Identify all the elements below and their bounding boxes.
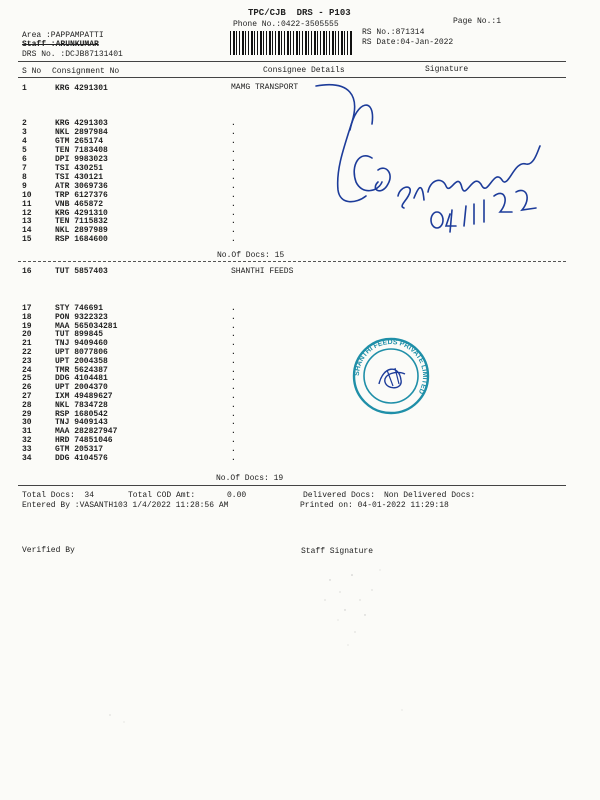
rs-number: RS No.:871314	[362, 28, 425, 37]
area-label: Area :PAPPAMPATTI	[22, 31, 104, 40]
row-signature-dot: .	[231, 339, 236, 349]
row-consignment: KRG 4291303	[55, 119, 108, 128]
row-signature-dot: .	[231, 356, 236, 366]
delivered-docs: Delivered Docs:	[303, 491, 376, 500]
row-signature-dot: .	[231, 127, 236, 137]
row-consignment: RSP 1680542	[55, 409, 108, 419]
group2-no-of-docs: No.Of Docs: 19	[216, 474, 284, 483]
row-sno: 12	[22, 208, 32, 218]
row-signature-dot: .	[231, 226, 236, 236]
row-consignment: DDG 4104576	[55, 453, 108, 463]
entered-by: Entered By :VASANTH103 1/4/2022 11:28:56 AM	[22, 501, 229, 510]
row-signature-dot: .	[231, 321, 236, 331]
phone-number: Phone No.:0422-3505555	[233, 20, 339, 29]
row-consignment: GTM 265174	[55, 136, 104, 146]
row-signature-dot: .	[231, 136, 236, 146]
row-signature-dot: .	[231, 330, 236, 340]
row-sno: 21	[22, 339, 32, 349]
row-signature-dot: .	[231, 145, 236, 155]
row-sno: 30	[22, 418, 32, 428]
row-consignment: KRG 4291310	[55, 208, 108, 218]
row-sno: 11	[22, 199, 32, 209]
row-consignment: MAA 282827947	[55, 427, 118, 437]
row-sno: 4	[22, 136, 27, 146]
row-signature-dot: .	[231, 235, 236, 245]
row-consignment: TNJ 9409460	[55, 339, 108, 349]
total-cod-value: 0.00	[227, 491, 247, 500]
total-cod-label: Total COD Amt:	[128, 491, 196, 500]
row-consignment: TMR 5624387	[55, 365, 108, 375]
row-signature-dot: .	[231, 154, 236, 164]
row-signature-dot: .	[231, 304, 236, 313]
page-number: Page No.:1	[453, 17, 502, 26]
row-consignment: GTM 205317	[55, 444, 104, 454]
row-sno: 7	[22, 163, 27, 173]
row-sno: 2	[22, 119, 27, 128]
row-consignment: HRD 74851046	[55, 436, 113, 445]
total-docs: Total Docs: 34	[22, 491, 95, 500]
row-sno: 20	[22, 330, 32, 340]
row-signature-dot: .	[231, 392, 236, 401]
row-consignment: IXM 49489627	[55, 392, 113, 401]
row-sno: 19	[22, 321, 32, 331]
staff-label: Staff :ARUNKUMAR	[22, 40, 99, 49]
row-consignment: TUT 899845	[55, 330, 104, 340]
group1-no-of-docs: No.Of Docs: 15	[217, 251, 285, 260]
row-signature-dot: .	[231, 181, 236, 191]
row-sno: 10	[22, 190, 32, 200]
row-signature-dot: .	[231, 409, 236, 419]
col-signature: Signature	[425, 65, 469, 74]
row-consignment: MAA 565034281	[55, 321, 118, 331]
row-sno: 27	[22, 392, 32, 401]
verified-by: Verified By	[22, 546, 75, 555]
row-sno: 18	[22, 312, 32, 322]
row-signature-dot: .	[231, 444, 236, 454]
row-signature-dot: .	[231, 199, 236, 209]
scanner-speckle	[109, 570, 402, 723]
row-sno: 13	[22, 217, 32, 227]
printed-on: Printed on: 04-01-2022 11:29:18	[300, 501, 449, 510]
row-sno: 3	[22, 127, 27, 137]
col-sno: S No	[22, 67, 42, 76]
row-sno: 32	[22, 436, 32, 445]
drs-number: DRS No. :DCJB87131401	[22, 50, 123, 59]
row-signature-dot: .	[231, 208, 236, 218]
row-consignment: UPT 2004358	[55, 356, 108, 366]
row-signature-dot: .	[231, 436, 236, 445]
row-sno: 6	[22, 154, 27, 164]
row-sno: 28	[22, 400, 32, 410]
col-consignment: Consignment No	[52, 67, 120, 76]
row-signature-dot: .	[231, 163, 236, 173]
row-consignment: RSP 1684600	[55, 235, 108, 245]
row-signature-dot: .	[231, 190, 236, 200]
row-consignment: TSI 430251	[55, 163, 104, 173]
row-signature-dot: .	[231, 400, 236, 410]
group2-consignee: SHANTHI FEEDS	[231, 267, 294, 276]
row-signature-dot: .	[231, 348, 236, 357]
row-sno: 22	[22, 348, 32, 357]
row-signature-dot: .	[231, 427, 236, 437]
row-sno: 8	[22, 172, 27, 182]
row-consignment: DDG 4104481	[55, 374, 108, 384]
row-consignment: TEN 7115832	[55, 217, 108, 227]
row-consignment: ATR 3069736	[55, 181, 108, 191]
row-sno: 33	[22, 444, 32, 454]
row-signature-dot: .	[231, 119, 236, 128]
row-signature-dot: .	[231, 418, 236, 428]
row-signature-dot: .	[231, 383, 236, 393]
row-sno: 17	[22, 304, 32, 313]
row-sno: 5	[22, 145, 27, 155]
company-stamp	[354, 339, 428, 413]
non-delivered-docs: Non Delivered Docs:	[384, 491, 476, 500]
row-signature-dot: .	[231, 374, 236, 384]
row-sno: 15	[22, 235, 32, 245]
row-consignment: TEN 7183408	[55, 145, 108, 155]
row-sno: 31	[22, 427, 32, 437]
row-sno: 24	[22, 365, 32, 375]
row-signature-dot: .	[231, 312, 236, 322]
row-sno: 34	[22, 453, 32, 463]
row-consignment: NKL 7834728	[55, 400, 108, 410]
group1-first-sno: 1	[22, 84, 27, 93]
row-sno: 25	[22, 374, 32, 384]
group2-first-sno: 16	[22, 267, 32, 276]
row-consignment: VNB 465872	[55, 199, 104, 209]
row-sno: 14	[22, 226, 32, 236]
row-signature-dot: .	[231, 365, 236, 375]
row-consignment: UPT 8077806	[55, 348, 108, 357]
row-signature-dot: .	[231, 217, 236, 227]
row-consignment: STY 746691	[55, 304, 104, 313]
row-consignment: DPI 9983023	[55, 154, 108, 164]
staff-signature: Staff Signature	[301, 547, 374, 556]
report-title: TPC/CJB DRS - P103	[248, 8, 351, 18]
row-consignment: NKL 2897989	[55, 226, 108, 236]
row-consignment: NKL 2897984	[55, 127, 108, 137]
row-consignment: TRP 6127376	[55, 190, 108, 200]
row-signature-dot: .	[231, 172, 236, 182]
row-sno: 23	[22, 356, 32, 366]
group2-first-consignment: TUT 5857403	[55, 267, 108, 276]
stamp-text: SHANTHI FEEDS PRIVATE LIMITED	[353, 338, 429, 395]
row-consignment: UPT 2004370	[55, 383, 108, 393]
row-signature-dot: .	[231, 453, 236, 463]
row-consignment: TNJ 9409143	[55, 418, 108, 428]
row-sno: 29	[22, 409, 32, 419]
group1-first-consignment: KRG 4291301	[55, 84, 108, 93]
handwritten-date	[431, 190, 536, 232]
row-sno: 9	[22, 181, 27, 191]
handwritten-signature	[316, 85, 540, 208]
row-consignment: TSI 430121	[55, 172, 104, 182]
col-consignee: Consignee Details	[263, 66, 345, 75]
row-consignment: PON 9322323	[55, 312, 108, 322]
group1-consignee: MAMG TRANSPORT	[231, 83, 299, 92]
rs-date: RS Date:04-Jan-2022	[362, 38, 454, 47]
row-sno: 26	[22, 383, 32, 393]
